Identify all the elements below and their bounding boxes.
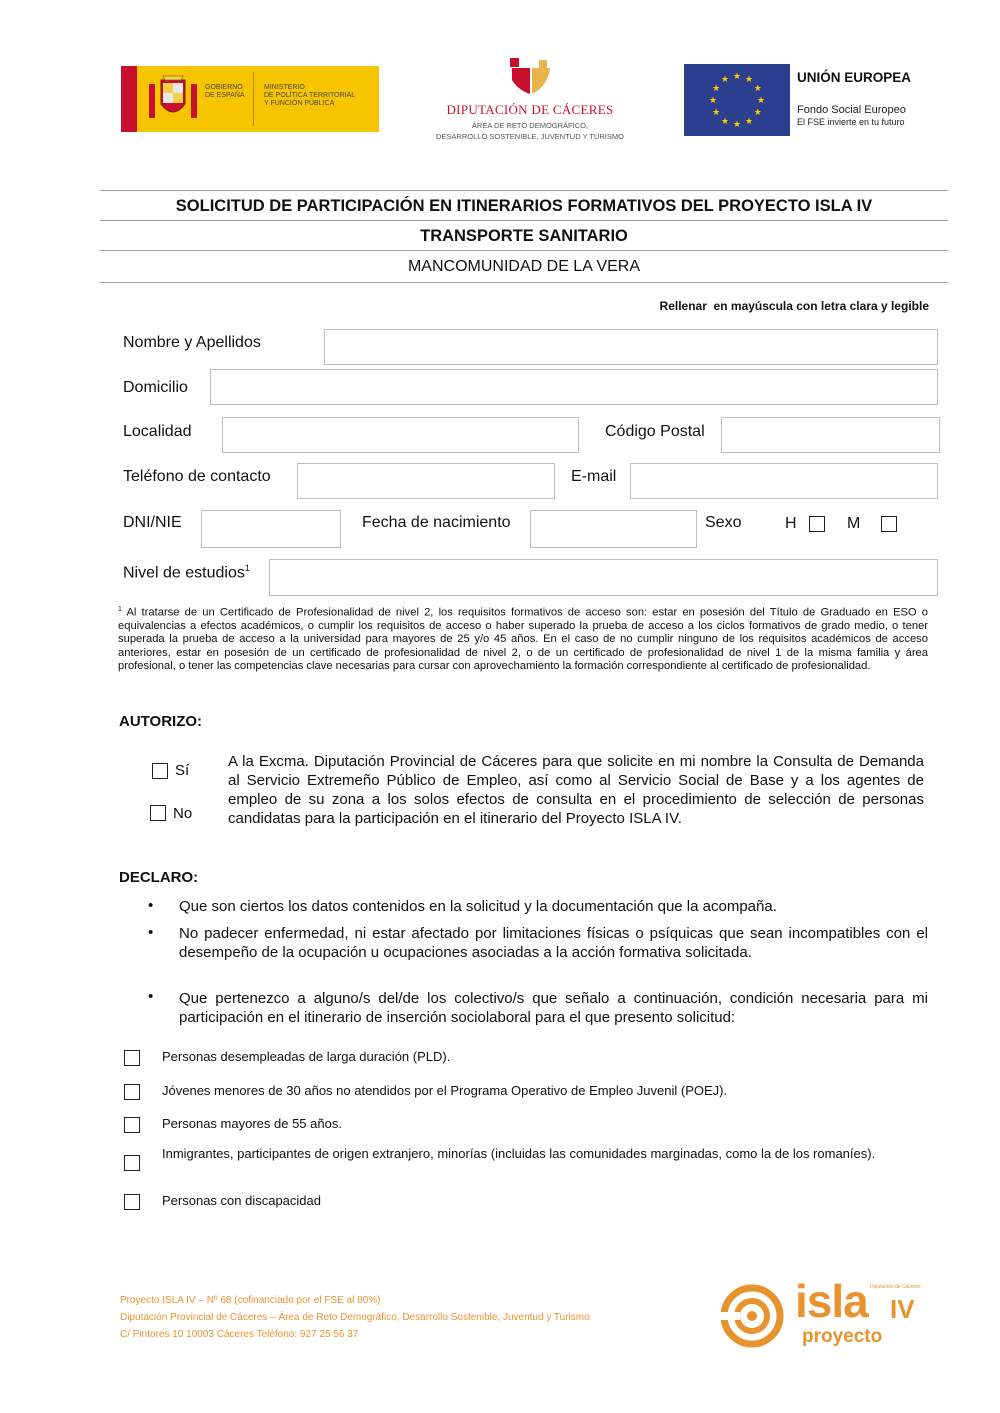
footer-line-1: Proyecto ISLA IV – Nº 68 (cofinanciado por el FSE al 80%) xyxy=(120,1295,381,1306)
diputacion-sub-2: DESARROLLO SOSTENIBLE, JUVENTUD Y TURISMO xyxy=(436,132,624,141)
footnote xyxy=(118,603,928,673)
eu-title: UNIÓN EUROPEA xyxy=(797,70,912,85)
isla-logo-word: isla xyxy=(795,1275,868,1327)
autorizo-yes-label: Sí xyxy=(175,762,190,779)
autorizo-yes-checkbox[interactable] xyxy=(152,763,168,779)
eu-star: ★ xyxy=(732,119,742,129)
fill-instruction: Rellenar en mayúscula con letra clara y legible xyxy=(659,299,929,313)
email-input[interactable] xyxy=(630,463,938,499)
colectivo-checkbox-4[interactable] xyxy=(124,1155,140,1171)
birth-label: Fecha de nacimiento xyxy=(362,514,511,531)
phone-label: Teléfono de contacto xyxy=(123,468,271,485)
eu-fund: Fondo Social Europeo xyxy=(797,104,906,116)
eu-star: ★ xyxy=(712,83,721,93)
name-label: Nombre y Apellidos xyxy=(123,334,261,351)
colectivo-item-5: Personas con discapacidad xyxy=(162,1193,321,1208)
eu-star: ★ xyxy=(712,107,721,117)
diputacion-cross-icon xyxy=(502,58,558,98)
form-subtitle: TRANSPORTE SANITARIO xyxy=(420,227,628,245)
footer-text xyxy=(120,1292,590,1343)
eu-star: ★ xyxy=(744,74,754,85)
colectivo-checkbox-5[interactable] xyxy=(124,1194,140,1210)
sex-h-label: H xyxy=(785,515,797,532)
ministerio-text-3: Y FUNCIÓN PÚBLICA xyxy=(264,100,335,107)
form-title: SOLICITUD DE PARTICIPACIÓN EN ITINERARIOS FORMATIVOS DEL PROYECTO ISLA IV xyxy=(175,197,873,215)
declaro-bullet-2: • xyxy=(148,924,154,941)
address-input[interactable] xyxy=(210,369,938,405)
dni-label: DNI/NIE xyxy=(123,514,182,531)
ministerio-text-2: DE POLÍTICA TERRITORIAL xyxy=(264,92,356,99)
isla-logo-small: Diputación de Cáceres xyxy=(870,1284,921,1290)
colectivo-item-4: Inmigrantes, participantes de origen extranjero, minorías (incluidas las comunidades marginadas, como la de los romaníes). xyxy=(162,1146,876,1161)
gobierno-text-2: DE ESPAÑA xyxy=(205,92,245,99)
eu-star: ★ xyxy=(708,95,718,105)
dni-input[interactable] xyxy=(201,510,341,548)
name-input[interactable] xyxy=(324,329,938,365)
birth-input[interactable] xyxy=(530,510,697,548)
autorizo-no-label: No xyxy=(173,805,193,822)
gobierno-logo xyxy=(121,66,379,132)
autorizo-no-checkbox[interactable] xyxy=(150,805,166,821)
autorizo-text: A la Excma. Diputación Provincial de Cáceres para que solicite en mi nombre la Consulta de Demanda al Servicio Extremeño Público de Empleo, así como al Servicio Social de Base y a los agentes de empleo de su zona a los solos efectos de consulta en el procedimiento de selección de personas candidatas para la participación en el itinerario del Proyecto ISLA IV. xyxy=(228,753,924,827)
colectivo-item-3: Personas mayores de 55 años. xyxy=(162,1116,342,1131)
declaro-item-3: Que pertenezco a alguno/s del/de los colectivo/s que señalo a continuación, condición necesaria para mi participación en el itinerario de inserción sociolaboral para el que presento solicitud: xyxy=(179,990,928,1026)
address-label: Domicilio xyxy=(123,379,188,396)
studies-input[interactable] xyxy=(269,559,938,596)
eu-star: ★ xyxy=(756,95,766,105)
isla-logo xyxy=(720,1275,935,1352)
sex-m-checkbox[interactable] xyxy=(881,516,897,532)
postal-label: Código Postal xyxy=(605,423,705,440)
eu-star: ★ xyxy=(720,115,730,126)
diputacion-sub-1: ÁREA DE RETO DEMOGRÁFICO, xyxy=(471,121,589,130)
footer-line-3: C/ Pintores 10 10003 Cáceres Teléfono: 927 25 56 37 xyxy=(120,1329,359,1340)
eu-star: ★ xyxy=(753,107,762,117)
declaro-bullet-3: • xyxy=(148,988,154,1005)
gobierno-text-1: GOBIERNO xyxy=(205,84,243,91)
organization-name: MANCOMUNIDAD DE LA VERA xyxy=(407,258,641,275)
footnote-ref: 1 xyxy=(118,606,122,613)
eu-star: ★ xyxy=(732,71,742,81)
footnote-text: Al tratarse de un Certificado de Profesionalidad de nivel 2, los requisitos formativos de acceso son: estar en posesión del Título de Graduado en ESO o equivalencias a efectos académicos, o cumplir los requisitos de acceso o haber superado la prueba de acceso a los ciclos formativos de grado medio, o tener superada la prueba de acceso a la universidad para mayores de 25 y/o 45 años. En el caso de no cumplir ninguno de los requisitos académicos de acceso anteriores, estar en posesión de un certificado de profesionalidad de nivel 2, o de un certificado de profesionalidad de nivel 1 de la misma familia y área profesional, o tener las competencias clave necesarias para cursar con aprovechamiento la formación correspondiente al certificado de profesionalidad. xyxy=(118,606,928,672)
declaro-item-2: No padecer enfermedad, ni estar afectado por limitaciones físicas o psíquicas que sean incompatibles con el desempeño de la ocupación u ocupaciones asociadas a la acción formativa solicitada. xyxy=(179,925,928,961)
sex-m-label: M xyxy=(847,515,861,532)
postal-input[interactable] xyxy=(721,417,940,453)
autorizo-heading: AUTORIZO: xyxy=(119,713,203,730)
sex-label: Sexo xyxy=(705,514,742,531)
eu-motto: El FSE invierte en tu futuro xyxy=(797,117,905,127)
email-label: E-mail xyxy=(571,468,617,485)
colectivo-item-2: Jóvenes menores de 30 años no atendidos por el Programa Operativo de Empleo Juvenil (POEJ). xyxy=(162,1083,728,1098)
eu-stars-icon xyxy=(684,64,790,136)
declaro-heading: DECLARO: xyxy=(119,869,199,886)
eu-star: ★ xyxy=(720,74,730,85)
isla-spiral-icon xyxy=(720,1284,784,1348)
footer-line-2: Diputación Provincial de Cáceres – Área de Reto Demográfico, Desarrollo Sostenible, Juventud y Turismo xyxy=(120,1312,590,1323)
declaro-bullet-1: • xyxy=(148,897,154,914)
sex-h-checkbox[interactable] xyxy=(809,516,825,532)
phone-input[interactable] xyxy=(297,463,555,499)
locality-label: Localidad xyxy=(123,423,192,440)
colectivo-checkbox-1[interactable] xyxy=(124,1050,140,1066)
diputacion-name: DIPUTACIÓN DE CÁCERES xyxy=(446,102,614,117)
eu-logo xyxy=(684,64,934,136)
eu-star: ★ xyxy=(753,83,762,93)
colectivo-checkbox-2[interactable] xyxy=(124,1084,140,1100)
locality-input[interactable] xyxy=(222,417,579,453)
studies-label xyxy=(123,563,250,582)
studies-label-text: Nivel de estudios xyxy=(123,564,245,582)
isla-logo-number: IV xyxy=(890,1294,915,1324)
spain-coat-of-arms-icon xyxy=(147,74,199,124)
diputacion-logo xyxy=(430,58,630,150)
eu-star: ★ xyxy=(744,115,754,126)
colectivo-item-1: Personas desempleadas de larga duración (PLD). xyxy=(162,1049,451,1064)
colectivo-checkbox-3[interactable] xyxy=(124,1117,140,1133)
declaro-item-1: Que son ciertos los datos contenidos en la solicitud y la documentación que la acompaña. xyxy=(179,898,777,915)
isla-logo-sub: proyecto xyxy=(802,1326,883,1347)
ministerio-text-1: MINISTERIO xyxy=(264,84,305,91)
studies-footnote-ref: 1 xyxy=(244,563,250,573)
